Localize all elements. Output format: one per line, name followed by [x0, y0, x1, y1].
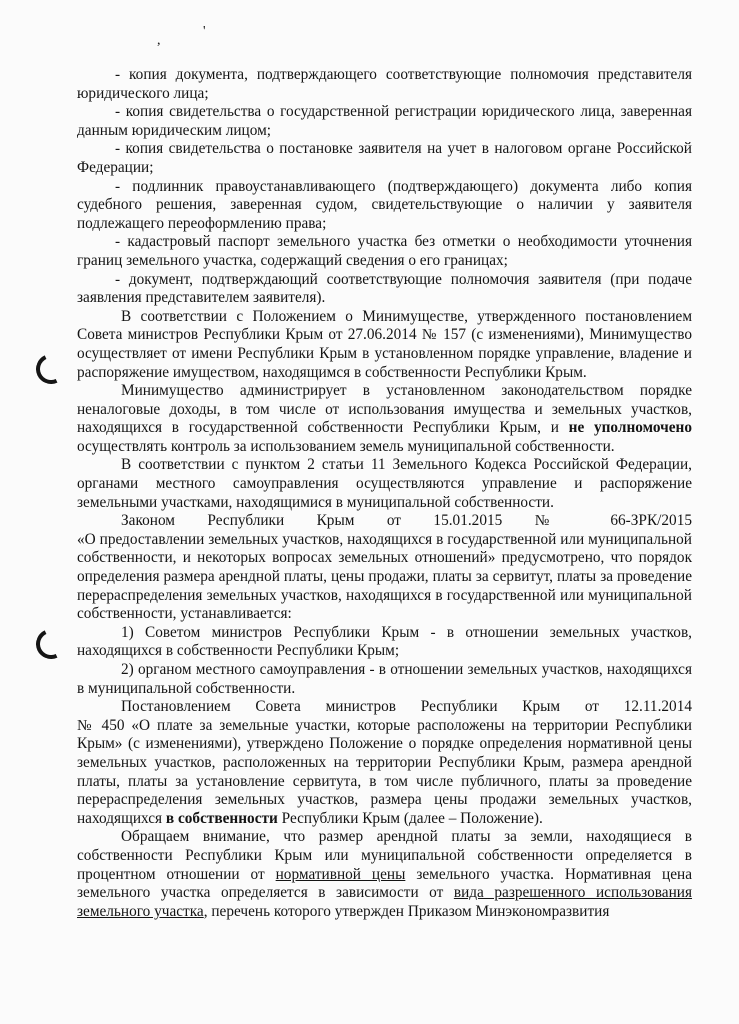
- hole-punch-mark: [32, 625, 70, 663]
- list-item: - копия документа, подтверждающего соответствующие полномочия представителя юридического лица;: [77, 66, 692, 102]
- paragraph: [77, 828, 692, 921]
- list-item: - документ, подтверждающий соответствующие полномочия заявителя (при подаче заявления представителем заявителя).: [77, 270, 692, 307]
- paragraph: В соответствии с Положением о Минимуществе, утвержденного постановлением Совета министров Республики Крым от 27.06.2014 № 157 (с изменениями), Минимущество осуществляет от имени Республики Крым в установленном порядке управление, владение и распоряжение имуществом, находящимся в собственности Республики Крым.: [77, 307, 692, 381]
- underlined-text: вида разрешенного использования земельного участка: [77, 884, 693, 920]
- emphasis: в собственности: [165, 809, 278, 827]
- paragraph: «О предоставлении земельных участков, находящихся в государственной или муниципальной собственности, и некоторых вопросах земельных отношений» предусмотрено, что порядок определения размера арендной платы, цены продажи, платы за сервитут, платы за проведение перераспределения земельных участков, находящихся в государственной или муниципальной собственности, устанавливается:: [77, 530, 692, 623]
- underlined-text: нормативной цены: [275, 865, 406, 883]
- list-item: - копия свидетельства о государственной регистрации юридического лица, заверенная данным юридическим лицом;: [77, 103, 692, 139]
- text-run: осуществлять контроль за использованием земель муниципальной собственности.: [77, 437, 615, 455]
- list-item: - кадастровый паспорт земельного участка без отметки о необходимости уточнения границ земельного участка, содержащий сведения о его границах;: [77, 233, 692, 269]
- text-run: Обращаем внимание, что размер арендной платы за земли, находящиеся в собственности Республики Крым или муниципальной собственности определяется в процентном отношении от: [77, 828, 692, 883]
- paragraph: [77, 717, 692, 829]
- text-run: земельного участка. Нормативная цена земельного участка определяется в зависимости от: [77, 865, 692, 902]
- paragraph: [77, 382, 692, 456]
- emphasis: не уполномочено: [568, 419, 692, 437]
- text-run: Республики Крым (далее – Положение).: [281, 809, 543, 827]
- hole-punch-mark: [32, 350, 70, 388]
- list-item: 1) Советом министров Республики Крым - в отношении земельных участков, находящихся в собственности Республики Крым;: [77, 623, 692, 660]
- text-run: № 450 «О плате за земельные участки, которые расположены на территории Республики Крым» (с изменениями), утверждено Положение о порядке определения нормативной цены земельных участков, расположенных на территории Республики Крым, размера арендной платы, платы за установление сервитута, в том числе публичного, платы за проведение перераспределения земельных участков, размера цены продажи земельных участков, находящихся: [77, 716, 692, 827]
- scan-mark: ': [203, 24, 206, 39]
- list-item: - подлинник правоустанавливающего (подтверждающего) документа либо копия судебного решения, заверенная судом, свидетельствующие о наличии у заявителя подлежащего переоформлению права;: [77, 177, 692, 232]
- list-item: - копия свидетельства о постановке заявителя на учет в налоговом органе Российской Федерации;: [77, 140, 692, 176]
- scan-mark: ,: [157, 33, 161, 48]
- paragraph-lead-line: Законом Республики Крым от 15.01.2015 № 66-ЗРК/2015: [121, 512, 692, 530]
- text-run: Минимущество администрирует в установленном законодательством порядке неналоговые доходы, в том числе от использования имущества и земельных участков, находящихся в государственной собственности Республики Крым, и: [77, 382, 692, 437]
- list-item: 2) органом местного самоуправления - в отношении земельных участков, находящихся в муниципальной собственности.: [77, 661, 692, 697]
- text-run: , перечень которого утвержден Приказом Минэкономразвития: [203, 902, 610, 920]
- paragraph-lead-line: Постановлением Совета министров Республики Крым от 12.11.2014: [121, 698, 692, 716]
- paragraph: В соответствии с пунктом 2 статьи 11 Земельного Кодекса Российской Федерации, органами местного самоуправления осуществляются управление и распоряжение земельными участками, находящимися в муниципальной собственности.: [77, 456, 692, 511]
- document-body: [77, 66, 692, 921]
